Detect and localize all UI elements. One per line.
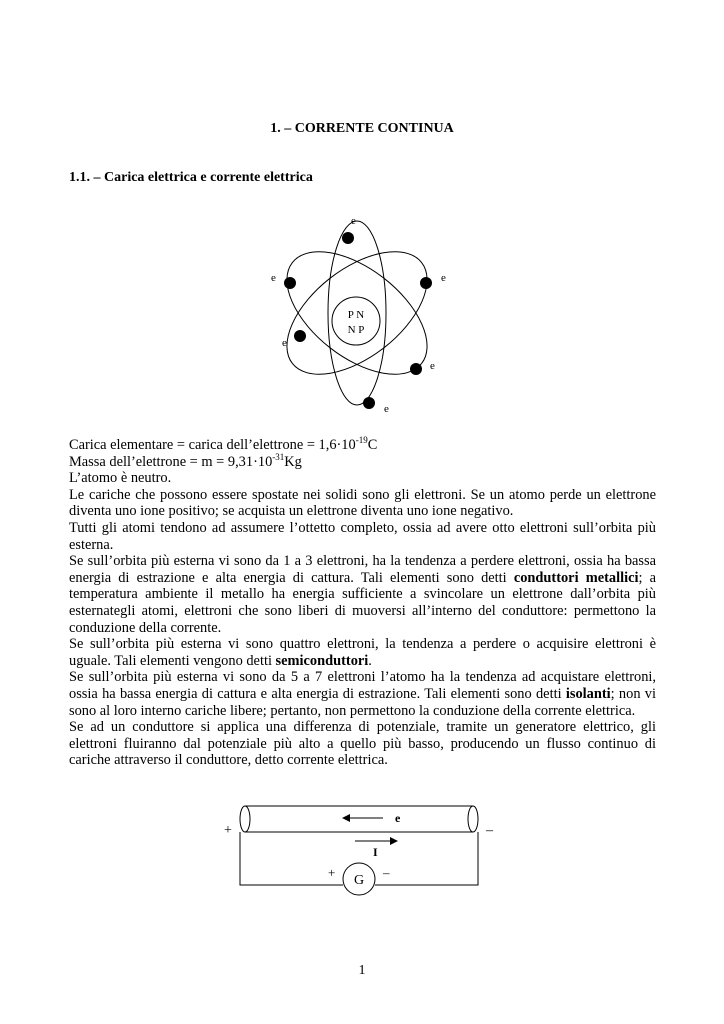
nucleus bbox=[332, 297, 380, 345]
paragraph-octet: Tutti gli atomi tendono ad assumere l’ottetto completo, ossia ad avere otto elettroni sull’orbita più esterna. bbox=[69, 519, 656, 553]
section-title: 1.1. – Carica elettrica e corrente elettrica bbox=[69, 170, 313, 185]
mass-unit: Kg bbox=[284, 453, 302, 470]
paragraph-current: Se ad un conduttore si applica una differenza di potenziale, tramite un generatore elettrico, gli elettroni fluiranno dal potenziale più alto a quello più basso, producendo un flusso continuo di cariche attraverso il conduttore, detto corrente elettrica. bbox=[69, 719, 656, 769]
paragraph-conductors bbox=[69, 553, 656, 636]
electron-label: e bbox=[384, 403, 389, 415]
current-label: I bbox=[373, 845, 378, 859]
paragraph-insulators bbox=[69, 669, 656, 719]
paragraph-semiconductors bbox=[69, 636, 656, 669]
semiconductors-text-end: . bbox=[368, 652, 372, 669]
atom-diagram bbox=[255, 205, 465, 415]
electron bbox=[420, 277, 432, 289]
electron bbox=[410, 363, 422, 375]
body-text bbox=[69, 437, 656, 769]
neutral-atom-line: L’atomo è neutro. bbox=[69, 470, 172, 487]
conductors-text: Se sull’orbita più esterna vi sono da 1 a 3 elettroni, ha la tendenza a perdere elettroni, ossia ha bassa energia di estrazione e alta energia di cattura. Tali elementi sono detti bbox=[69, 553, 656, 586]
insulators-term: isolanti bbox=[565, 685, 611, 702]
electron-label: e bbox=[430, 360, 435, 372]
generator-label: G bbox=[353, 873, 365, 888]
charge-text: Carica elementare = carica dell’elettrone = 1,6·10 bbox=[69, 437, 356, 453]
semiconductors-text: Se sull’orbita più esterna vi sono quattro elettroni, la tendenza a perdere o acquisire elettroni è uguale. Tali elementi vengono detti bbox=[69, 636, 656, 669]
paragraph-ions: Le cariche che possono essere spostate nei solidi sono gli elettroni. Se un atomo perde un elettrone diventa uno ione positivo; se acquista un elettrone diventa uno ione negativo. bbox=[69, 486, 656, 520]
negative-terminal-label: – bbox=[486, 823, 493, 838]
positive-terminal-label: + bbox=[224, 823, 232, 838]
circuit-diagram bbox=[215, 795, 505, 900]
chapter-title: 1. – CORRENTE CONTINUA bbox=[270, 121, 454, 136]
elementary-charge-line bbox=[69, 437, 656, 454]
generator-minus-label: – bbox=[383, 865, 390, 880]
charge-exponent: -19 bbox=[355, 435, 368, 446]
insulators-text-end: ; non vi sono al loro interno cariche libere; pertanto, non permettono la conduzione della corrente elettrica. bbox=[69, 685, 656, 719]
charge-unit: C bbox=[367, 437, 378, 453]
generator-plus-label: + bbox=[328, 865, 336, 880]
nucleus-label-bottom: N P bbox=[347, 324, 365, 336]
mass-text: Massa dell’elettrone = m = 9,31·10 bbox=[69, 453, 273, 470]
electron-label: e bbox=[271, 272, 276, 284]
nucleus-label-top: P N bbox=[347, 309, 365, 321]
wire-right bbox=[375, 832, 478, 885]
electron-mass-line bbox=[69, 451, 656, 471]
conductors-term: conduttori metallici bbox=[513, 569, 639, 586]
electron bbox=[363, 397, 375, 409]
conductors-text-end: ; a temperatura ambiente il metallo ha energia sufficiente a svincolare un elettrone dall’orbita più esternategli atomi, elettroni che sono liberi di muoversi all’interno del conduttore: permettono la conduzione della corrente. bbox=[69, 569, 657, 636]
electron bbox=[342, 232, 354, 244]
electron bbox=[284, 277, 296, 289]
conductor-right-end bbox=[468, 806, 478, 832]
electron-label: e bbox=[441, 272, 446, 284]
electron bbox=[294, 330, 306, 342]
electron-label: e bbox=[351, 215, 356, 227]
mass-exponent: -31 bbox=[272, 451, 285, 462]
conductor-left-end bbox=[240, 806, 250, 832]
electron-label: e bbox=[282, 337, 287, 349]
semiconductors-term: semiconduttori bbox=[275, 652, 369, 669]
electron-flow-label: e bbox=[395, 811, 401, 825]
page-number: 1 bbox=[358, 963, 366, 978]
insulators-text: Se sull’orbita più esterna vi sono da 5 a 7 elettroni l’atomo ha la tendenza ad acquistare elettroni, ossia ha bassa energia di cattura e alta energia di estrazione. Tali elementi sono detti bbox=[69, 669, 656, 702]
